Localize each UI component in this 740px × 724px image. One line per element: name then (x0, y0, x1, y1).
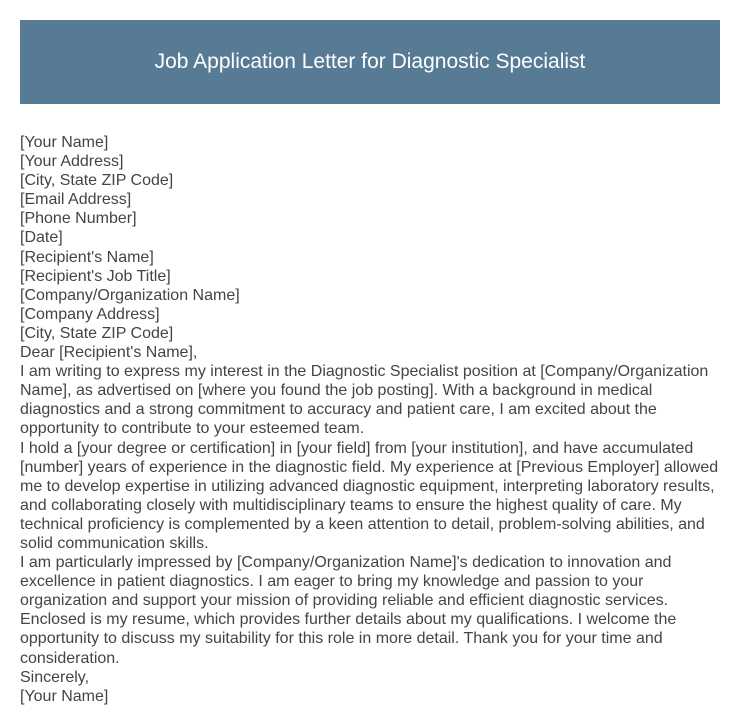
sender-phone: [Phone Number] (20, 210, 137, 228)
recipient-city-state-zip: [City, State ZIP Code] (20, 324, 174, 342)
letter-date: [Date] (20, 229, 63, 247)
sender-city-state-zip: [City, State ZIP Code] (20, 172, 174, 190)
body-paragraph-experience: I hold a [your degree or certification] in [your field] from [your institution], and have accumulated [number] years of experience in the diagnostic field. My experience at [Previous Employer] allowed me to develop expertise in utilizing advanced diagnostic equipment, interpreting laboratory results, and collaborating closely with multidisciplinary teams to ensure the highest quality of care. My technical proficiency is complemented by a keen attention to detail, problem-solving abilities, and solid communication skills. (20, 439, 719, 552)
recipient-address: [Company Address] (20, 305, 160, 323)
letter-body (20, 133, 725, 706)
sender-name: [Your Name] (20, 134, 109, 151)
closing: Sincerely, (20, 668, 90, 686)
recipient-organization: [Company/Organization Name] (20, 286, 240, 304)
salutation: Dear [Recipient's Name], (20, 344, 198, 362)
recipient-name: [Recipient's Name] (20, 248, 154, 266)
sender-address: [Your Address] (20, 153, 124, 171)
signature: [Your Name] (20, 687, 109, 705)
body-paragraph-closing: Enclosed is my resume, which provides further details about my qualifications. I welcome the opportunity to discuss my suitability for this role in more detail. Thank you for your time and consideration. (20, 611, 677, 667)
sender-email: [Email Address] (20, 191, 132, 209)
page-title: Job Application Letter for Diagnostic Specialist (154, 50, 586, 73)
body-paragraph-intro: I am writing to express my interest in the Diagnostic Specialist position at [Company/Organization Name], as advertised on [where you found the job posting]. With a background in medical diagnostics and a strong commitment to accuracy and patient care, I am excited about the opportunity to contribute to your esteemed team. (20, 363, 709, 438)
body-paragraph-motivation: I am particularly impressed by [Company/Organization Name]'s dedication to innovation and excellence in patient diagnostics. I am eager to bring my knowledge and passion to your organization and support your mission of providing reliable and efficient diagnostic services. (20, 554, 672, 610)
page-header (20, 20, 720, 104)
recipient-job-title: [Recipient's Job Title] (20, 267, 171, 285)
